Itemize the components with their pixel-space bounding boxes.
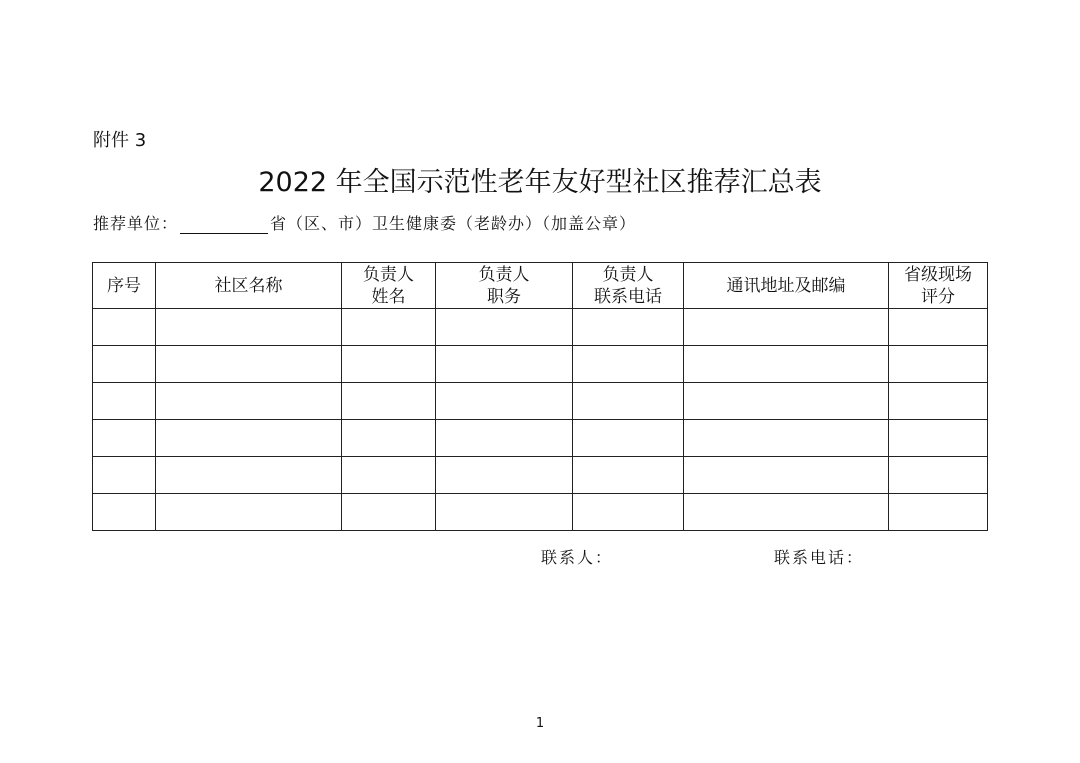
table-cell[interactable]	[93, 457, 156, 494]
table-cell[interactable]	[342, 346, 436, 383]
header-address-postcode: 通讯地址及邮编	[684, 263, 889, 309]
table-cell[interactable]	[684, 494, 889, 531]
contact-phone-label: 联系电话：	[774, 548, 865, 567]
table-cell[interactable]	[93, 420, 156, 457]
table-cell[interactable]	[156, 309, 342, 346]
table-row	[93, 457, 988, 494]
table-cell[interactable]	[684, 346, 889, 383]
table-cell[interactable]	[889, 457, 988, 494]
table-cell[interactable]	[436, 346, 573, 383]
summary-table	[92, 262, 988, 531]
table-cell[interactable]	[156, 457, 342, 494]
table-row	[93, 420, 988, 457]
recommend-unit-suffix: 省（区、市）卫生健康委（老龄办）（加盖公章）	[270, 214, 637, 233]
table-cell[interactable]	[889, 383, 988, 420]
table-cell[interactable]	[342, 457, 436, 494]
table-row	[93, 383, 988, 420]
table-cell[interactable]	[156, 346, 342, 383]
table-cell[interactable]	[889, 346, 988, 383]
table-cell[interactable]	[573, 309, 684, 346]
table-cell[interactable]	[684, 383, 889, 420]
page-title: 2022 年全国示范性老年友好型社区推荐汇总表	[258, 167, 822, 198]
contact-person-label: 联系人：	[541, 548, 614, 567]
table-cell[interactable]	[342, 494, 436, 531]
recommend-unit-prefix: 推荐单位：	[93, 214, 179, 233]
table-cell[interactable]	[342, 383, 436, 420]
attachment-label: 附件 3	[93, 130, 147, 151]
table-cell[interactable]	[436, 494, 573, 531]
table-cell[interactable]	[889, 309, 988, 346]
table-cell[interactable]	[573, 494, 684, 531]
table-cell[interactable]	[684, 309, 889, 346]
table-cell[interactable]	[156, 420, 342, 457]
table-cell[interactable]	[573, 457, 684, 494]
table-cell[interactable]	[93, 309, 156, 346]
header-serial-number: 序号	[93, 263, 156, 309]
header-community-name: 社区名称	[156, 263, 342, 309]
table-cell[interactable]	[436, 309, 573, 346]
table-cell[interactable]	[889, 420, 988, 457]
header-leader-phone: 负责人 联系电话	[573, 263, 684, 309]
table-cell[interactable]	[573, 346, 684, 383]
recommend-unit-line	[93, 211, 636, 234]
header-provincial-score: 省级现场 评分	[889, 263, 988, 309]
table-row	[93, 309, 988, 346]
table-cell[interactable]	[436, 383, 573, 420]
table-cell[interactable]	[93, 346, 156, 383]
table-cell[interactable]	[93, 383, 156, 420]
table-cell[interactable]	[342, 420, 436, 457]
page-number: 1	[535, 716, 545, 731]
table-cell[interactable]	[93, 494, 156, 531]
table-cell[interactable]	[684, 420, 889, 457]
table-row	[93, 346, 988, 383]
table-cell[interactable]	[156, 494, 342, 531]
table-cell[interactable]	[436, 420, 573, 457]
table-cell[interactable]	[573, 383, 684, 420]
table-cell[interactable]	[156, 383, 342, 420]
header-leader-name: 负责人 姓名	[342, 263, 436, 309]
table-cell[interactable]	[436, 457, 573, 494]
table-cell[interactable]	[684, 457, 889, 494]
recommend-unit-blank	[180, 217, 268, 234]
table-cell[interactable]	[342, 309, 436, 346]
header-leader-position: 负责人 职务	[436, 263, 573, 309]
table-cell[interactable]	[573, 420, 684, 457]
table-row	[93, 494, 988, 531]
table-header-row	[93, 263, 988, 309]
table-cell[interactable]	[889, 494, 988, 531]
